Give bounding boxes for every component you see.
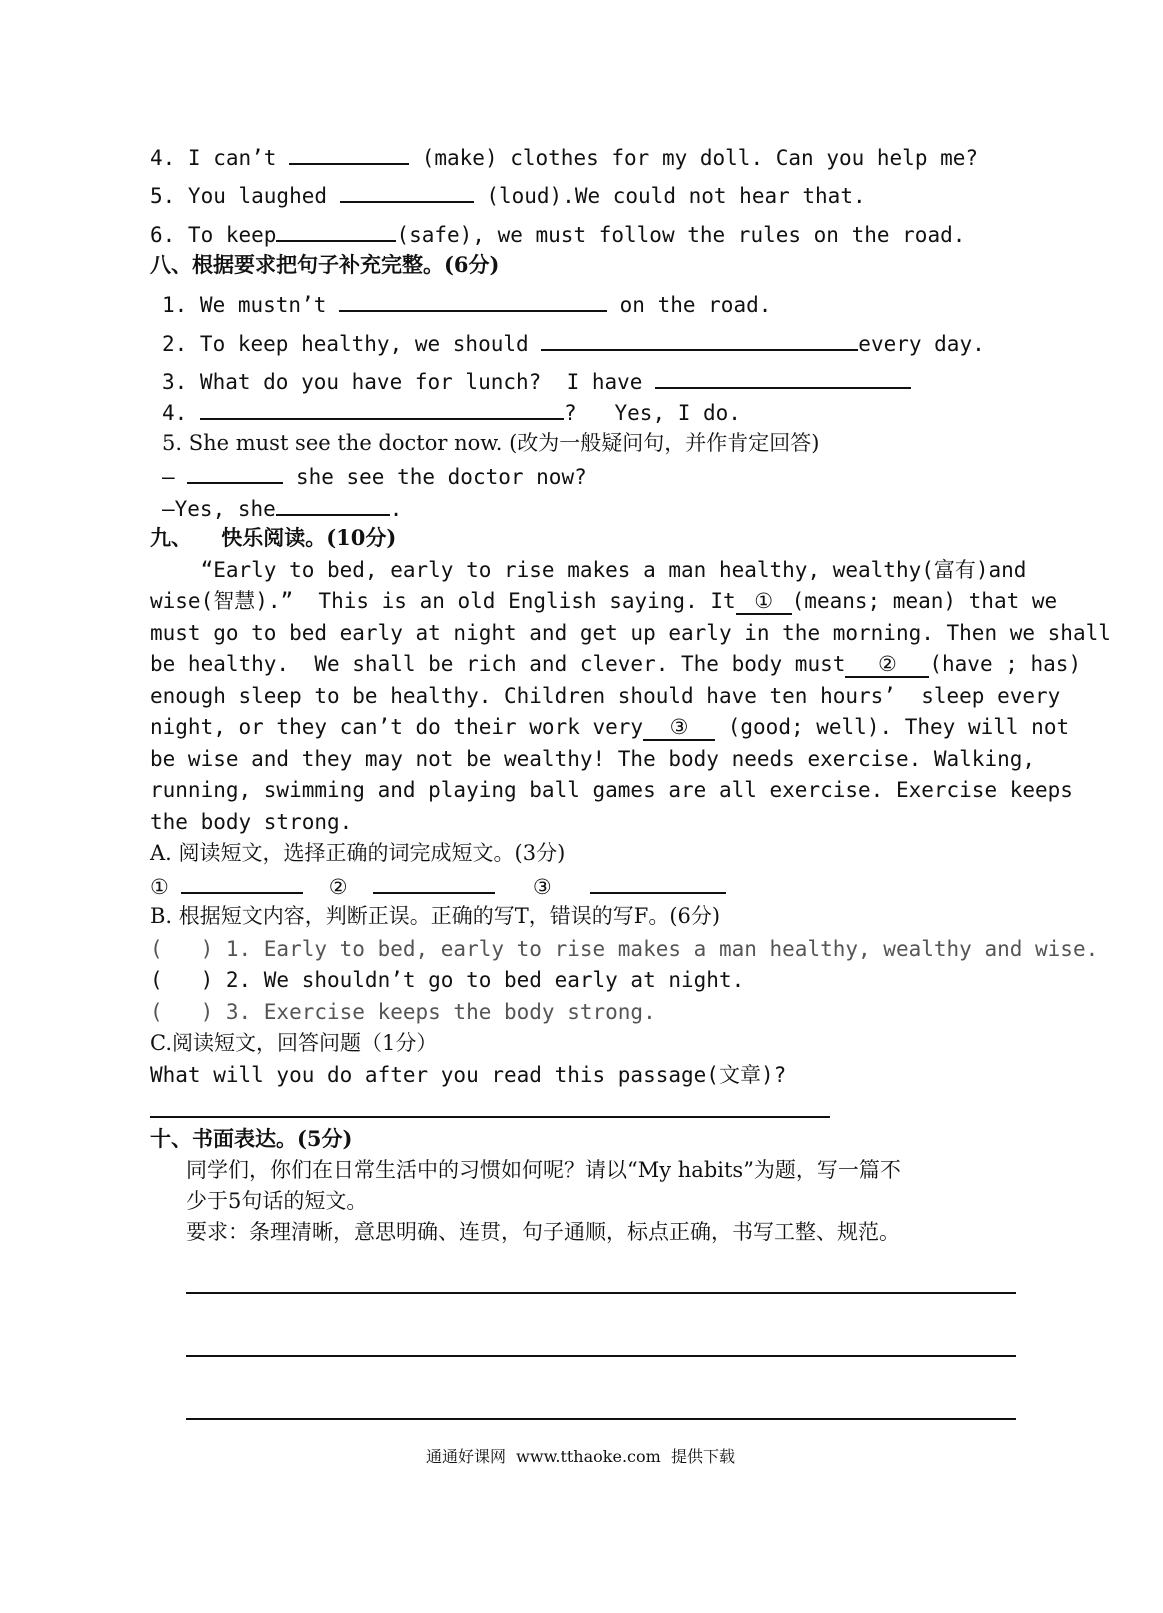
- passage-blank-1[interactable]: ①: [736, 589, 792, 615]
- answer-blank[interactable]: [276, 218, 396, 242]
- writing-prompt: 少于5句话的短文。: [186, 1189, 368, 1213]
- passage-line: must go to bed early at night and get up early in the morning. Then we shall: [150, 621, 1111, 645]
- passage-line: “Early to bed, early to rise makes a man healthy, wealthy(富有)and: [150, 558, 1027, 582]
- q8-3: 3. What do you have for lunch? I have: [162, 365, 911, 397]
- part-a-heading: A. 阅读短文，选择正确的词完成短文。(3分): [150, 841, 566, 865]
- part-a-answers: ① ② ③: [150, 870, 726, 902]
- writing-line[interactable]: [186, 1292, 1016, 1294]
- writing-prompt: 同学们，你们在日常生活中的习惯如何呢？请以“My habits”为题，写一篇不: [186, 1158, 901, 1182]
- section-8-heading: 八、根据要求把句子补充完整。(6分): [150, 252, 500, 277]
- q8-4: 4. ? Yes, I do.: [162, 396, 741, 428]
- writing-requirements: 要求：条理清晰，意思明确、连贯，句子通顺，标点正确，书写工整、规范。: [186, 1220, 900, 1244]
- judge-item: ( ) 1. Early to bed, early to rise makes a man healthy, wealthy and wise.: [150, 937, 1099, 961]
- passage-line: wise(智慧).” This is an old English saying. It ① (means; mean) that we: [150, 589, 1058, 613]
- part-c-heading: C.阅读短文，回答问题（1分）: [150, 1031, 438, 1055]
- passage-line: the body strong.: [150, 810, 353, 834]
- q8-5: 5. She must see the doctor now. (改为一般疑问句，并作肯定回答): [162, 431, 820, 455]
- answer-blank[interactable]: [590, 870, 726, 894]
- passage-line: night, or they can’t do their work very ③ (good; well). They will not: [150, 715, 1070, 739]
- passage-blank-2[interactable]: ②: [845, 652, 929, 678]
- part-c-question: What will you do after you read this passage(文章)?: [150, 1063, 787, 1087]
- section-9-heading: 九、 快乐阅读。(10分): [150, 525, 397, 550]
- q7-6: 6. To keep (safe), we must follow the rules on the road.: [150, 218, 965, 250]
- answer-blank[interactable]: [541, 327, 858, 351]
- passage-line: enough sleep to be healthy. Children should have ten hours’ sleep every: [150, 684, 1061, 708]
- answer-blank[interactable]: [289, 141, 409, 165]
- writing-line[interactable]: [186, 1418, 1016, 1420]
- answer-blank[interactable]: [340, 179, 474, 203]
- q8-2: 2. To keep healthy, we should every day.: [162, 327, 985, 359]
- q7-5: 5. You laughed (loud).We could not hear that.: [150, 179, 866, 211]
- judge-item: ( ) 3. Exercise keeps the body strong.: [150, 1000, 656, 1024]
- footer-source: 通通好课网 www.tthaoke.com 提供下载: [426, 1447, 735, 1466]
- passage-line: running, swimming and playing ball games are all exercise. Exercise keeps: [150, 778, 1073, 802]
- answer-blank[interactable]: [373, 870, 495, 894]
- q7-4: 4. I can’t (make) clothes for my doll. Can you help me?: [150, 141, 978, 173]
- answer-blank[interactable]: [655, 365, 911, 389]
- answer-blank[interactable]: [181, 870, 303, 894]
- answer-blank[interactable]: [276, 492, 390, 516]
- passage-line: be wise and they may not be wealthy! The body needs exercise. Walking,: [150, 747, 1036, 771]
- q8-5-question: — she see the doctor now?: [162, 460, 587, 492]
- answer-blank[interactable]: [187, 460, 283, 484]
- judge-item: ( ) 2. We shouldn’t go to bed early at night.: [150, 968, 745, 992]
- passage-blank-3[interactable]: ③: [643, 715, 715, 741]
- part-b-heading: B. 根据短文内容，判断正误。正确的写T，错误的写F。(6分): [150, 904, 721, 928]
- writing-line[interactable]: [186, 1355, 1016, 1357]
- section-10-heading: 十、书面表达。(5分): [150, 1126, 353, 1151]
- answer-blank[interactable]: [200, 396, 564, 420]
- passage-line: be healthy. We shall be rich and clever. The body must ② (have ; has): [150, 652, 1082, 676]
- answer-line[interactable]: [150, 1116, 830, 1118]
- answer-blank[interactable]: [339, 288, 607, 312]
- q8-1: 1. We mustn’t on the road.: [162, 288, 771, 320]
- q8-5-answer: —Yes, she .: [162, 492, 402, 524]
